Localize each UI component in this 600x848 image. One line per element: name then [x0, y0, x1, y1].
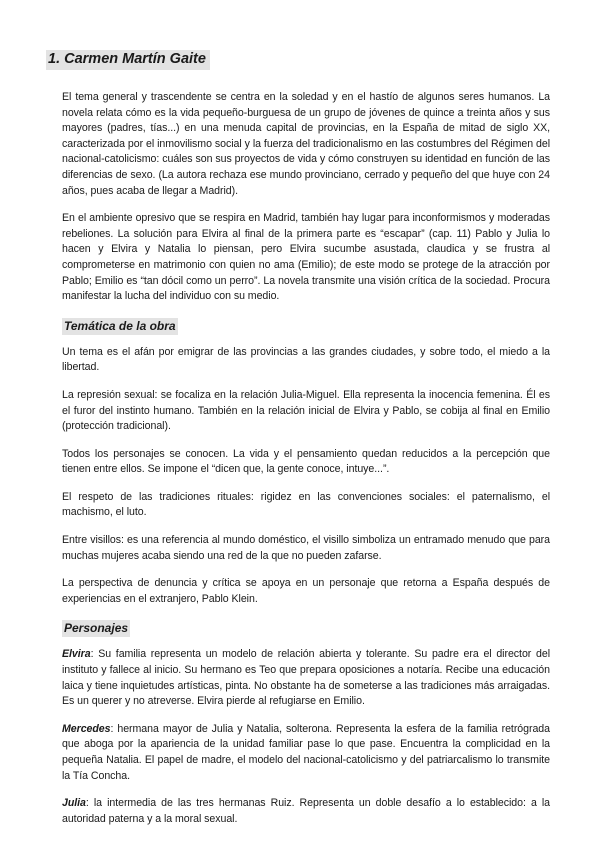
character-description: : la intermedia de las tres hermanas Ruiz. Representa un doble desafío a lo establecido: a la autoridad paterna y a la moral sexual. — [62, 797, 550, 825]
character-name: Mercedes — [62, 722, 111, 735]
section-heading-tematica: Temática de la obra — [64, 318, 176, 333]
character-name: Julia — [62, 797, 86, 810]
tematica-paragraph: La perspectiva de denuncia y crítica se apoya en un personaje que retorna a España después de experiencias en el extranjero, Pablo Klein. — [62, 577, 550, 605]
tematica-paragraph: Todos los personajes se conocen. La vida y el pensamiento quedan reducidos a la percepción que tienen entre ellos. Se impone el “dicen que, la gente conoce, intuye...”. — [62, 447, 550, 476]
character-paragraph — [62, 796, 550, 827]
tematica-paragraph: El respeto de las tradiciones rituales: rigidez en las convenciones sociales: el paternalismo, el machismo, el luto. — [62, 490, 550, 519]
document-body — [62, 90, 550, 839]
tematica-paragraph: Un tema es el afán por emigrar de las provincias a las grandes ciudades, y sobre todo, el miedo a la libertad. — [62, 345, 550, 374]
character-paragraph — [62, 647, 550, 709]
tematica-paragraph: Entre visillos: es una referencia al mundo doméstico, el visillo simboliza un entramado menudo que para muchas mujeres acaba siendo una red de la que no pueden zafarse. — [62, 534, 550, 562]
character-paragraph — [62, 722, 550, 784]
character-description: : Su familia representa un modelo de relación abierta y tolerante. Su padre era el director del instituto y fallece al inicio. Su hermano es Teo que prepara oposiciones a notaría. Recibe una educación laica y tiene inquietudes artísticas, pinta. No obstante ha de someterse a las tradiciones más arraigadas. Es un querer y no atreverse. Elvira pierde al refugiarse en Emilio. — [62, 648, 550, 708]
character-description: : hermana mayor de Julia y Natalia, solterona. Representa la esfera de la familia retrógrada que aboga por la apariencia de la unidad familiar pase lo que pase. Encuentra la complicidad en la pequeña Natalia. El papel de madre, el modelo del nacional-catolicismo y del patriarcalismo lo transmite la Tía Concha. — [62, 722, 550, 782]
section-heading-personajes: Personajes — [64, 621, 129, 636]
page-title: 1. Carmen Martín Gaite — [46, 50, 210, 70]
intro-paragraph: En el ambiente opresivo que se respira en Madrid, también hay lugar para inconformismos y moderadas rebeliones. La solución para Elvira al final de la primera parte es “escapar” (cap. 11) Pablo y Julia lo hacen y Elvira y Natalia lo piensan, pero Elvira sucumbe asustada, claudica y se frustra al comprometerse en matrimonio con quien no ama (Emilio); de este modo se protege de la atracción por Pablo; Emilio es “tan dócil como un perro”. La novela transmite una visión crítica de la sociedad. Procura manifestar la lucha del individuo con su medio. — [62, 212, 550, 303]
tematica-paragraph: La represión sexual: se focaliza en la relación Julia-Miguel. Ella representa la inocencia femenina. Él es el furor del instinto humano. También en la relación inicial de Elvira y Pablo, se cobija al final en Emilio (protección tradicional). — [62, 388, 550, 433]
character-name: Elvira — [62, 648, 91, 661]
intro-paragraph: El tema general y trascendente se centra en la soledad y en el hastío de algunos seres humanos. La novela relata cómo es la vida pequeño-burguesa de un grupo de jóvenes de quince a treinta años y sus mayores (padres, tías...) en una menuda capital de provincias, en la España de mitad de siglo XX, caracterizada por el inmovilismo social y la fuerza del tradicionalismo en las costumbres del Régimen del nacional-catolicismo: cuáles son sus proyectos de vida y cómo construyen su identidad en función de las diferencias de sexo. (La autora rechaza ese mundo provinciano, cerrado y pequeño del que huye con 24 años, pues acaba de llegar a Madrid). — [62, 91, 550, 197]
